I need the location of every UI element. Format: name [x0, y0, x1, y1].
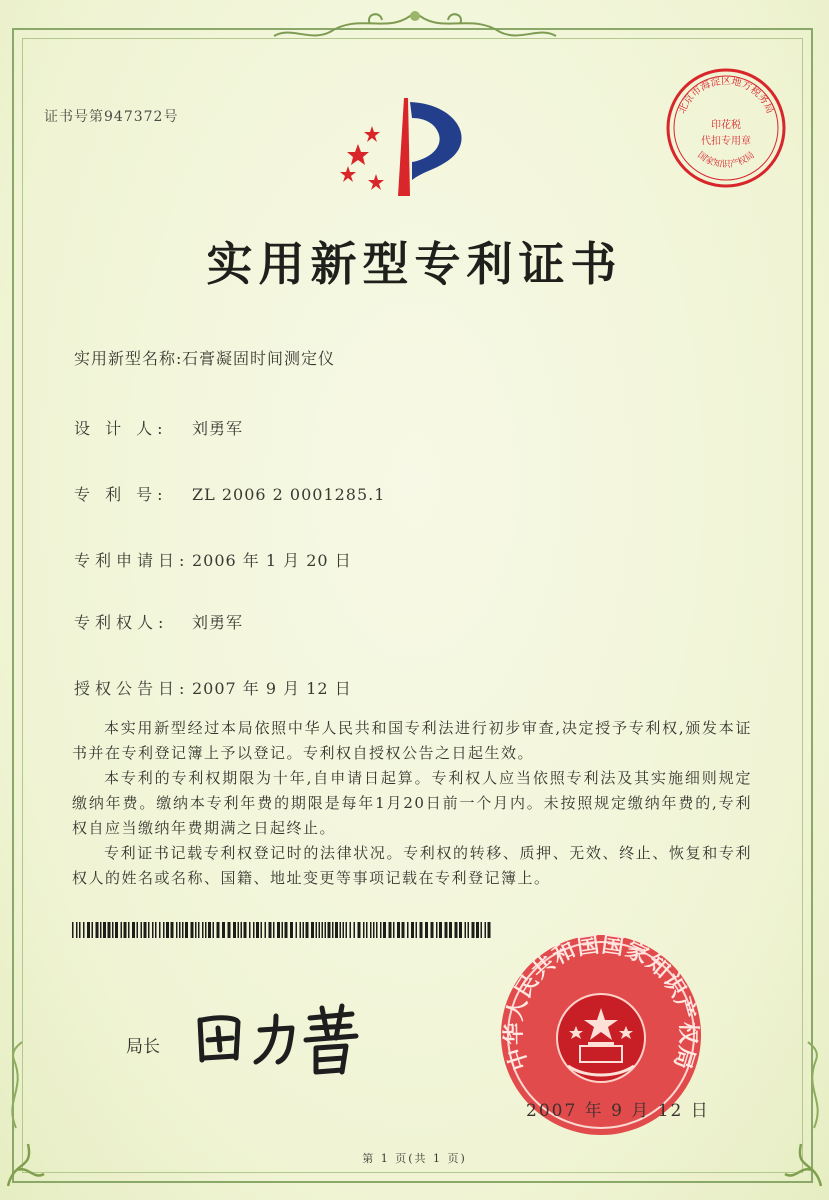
certificate-number: 证书号第947372号 [44, 109, 179, 125]
barcode-bar [296, 922, 298, 938]
barcode-bar [445, 922, 448, 938]
barcode-bar [253, 922, 255, 938]
barcode-bar [159, 922, 161, 938]
field-value: 石膏凝固时间测定仪 [182, 349, 336, 368]
barcode-bar [311, 922, 314, 938]
barcode-bar [455, 922, 458, 938]
barcode-bar [96, 922, 99, 938]
barcode-bar [112, 922, 114, 938]
barcode-bar [132, 922, 135, 938]
field-value: 2007 年 9 月 12 日 [192, 679, 352, 698]
barcode-bar [79, 922, 81, 938]
body-paragraph-3: 专利证书记载专利权登记时的法律状况。专利权的转移、质押、无效、终止、恢复和专利权人的姓名或名称、国籍、地址变更等事项记载在专利登记簿上。 [72, 844, 752, 887]
barcode-bar [244, 922, 247, 938]
barcode-bar [195, 922, 197, 938]
issue-date: 2007 年 9 月 12 日 [526, 1101, 710, 1121]
barcode-bar [87, 922, 90, 938]
barcode-bar [325, 922, 327, 938]
barcode-bar [128, 922, 130, 938]
barcode-bar [108, 922, 111, 938]
barcode-bar [152, 922, 154, 938]
barcode-bar [282, 922, 284, 938]
barcode-bar [425, 922, 428, 938]
barcode-bar [277, 922, 280, 938]
barcode-bar [481, 922, 483, 938]
barcode-bar [176, 922, 178, 938]
barcode-bar [319, 922, 321, 938]
barcode-bar [488, 922, 491, 938]
barcode-bar [389, 922, 392, 938]
page-number: 第 1 页(共 1 页) [362, 1152, 467, 1165]
field-patentee [74, 610, 243, 633]
barcode-bar [249, 922, 251, 938]
barcode-bar [363, 922, 365, 938]
barcode-bar [335, 922, 338, 938]
director-title: 局长 [126, 1037, 160, 1057]
barcode-bar [354, 922, 356, 938]
barcode-bar [115, 922, 118, 938]
field-application-date [74, 548, 352, 571]
barcode-bar [285, 922, 288, 938]
barcode-bar [459, 922, 462, 938]
barcode-bar [449, 922, 452, 938]
field-value: 刘勇军 [192, 613, 244, 632]
barcode-bar [121, 922, 123, 938]
barcode-bar [198, 922, 200, 938]
barcode-bar [83, 922, 85, 938]
top-ornament [270, 6, 560, 46]
barcode-bar [155, 922, 157, 938]
barcode-bar [373, 922, 375, 938]
field-label: 专利权人: [74, 613, 169, 632]
field-value: 2006 年 1 月 20 日 [192, 551, 352, 570]
national-emblem-icon [557, 994, 645, 1082]
barcode-bar [213, 922, 215, 938]
barcode-bar [238, 922, 240, 938]
barcode-bar [233, 922, 236, 938]
barcode-bar [191, 922, 194, 938]
vine-ornament-right [800, 1040, 828, 1130]
barcode-bar [306, 922, 309, 938]
certificate-body [72, 716, 752, 891]
body-paragraph-2: 本专利的专利权期限为十年,自申请日起算。专利权人应当依照专利法及其实施细则规定缴纳年费。缴纳本专利年费的期限是每年1月20日前一个月内。未按照规定缴纳年费的,专利权自应当缴纳年费期满之日起终止。 [72, 769, 752, 837]
barcode-bar [222, 922, 225, 938]
barcode-bar [92, 922, 94, 938]
barcode-bar [137, 922, 139, 938]
barcode-bar [393, 922, 395, 938]
field-label: 专 利 号: [74, 485, 168, 504]
barcode-bar [350, 922, 352, 938]
barcode-bar [340, 922, 342, 938]
barcode-bar [202, 922, 204, 938]
barcode-bar [431, 922, 434, 938]
barcode-bar [300, 922, 302, 938]
barcode-bar [185, 922, 188, 938]
barcode-bar [316, 922, 318, 938]
tax-stamp-inner-line1: 印花税 [711, 120, 741, 131]
barcode [72, 922, 492, 938]
seal-text: 中华人民共和国国家知识产权局 [500, 931, 702, 1074]
field-designer [74, 416, 243, 439]
barcode-bar [273, 922, 275, 938]
field-label: 专利申请日: [74, 551, 190, 570]
barcode-bar [476, 922, 479, 938]
barcode-bar [166, 922, 169, 938]
barcode-bar [163, 922, 165, 938]
barcode-bar [290, 922, 293, 938]
tax-stamp-seal [664, 66, 788, 190]
barcode-bar [402, 922, 405, 938]
barcode-bar [485, 922, 487, 938]
barcode-bar [465, 922, 467, 938]
barcode-bar [241, 922, 243, 938]
barcode-bar [328, 922, 331, 938]
barcode-bar [346, 922, 348, 938]
barcode-bar [383, 922, 386, 938]
barcode-bar [72, 922, 74, 938]
barcode-bar [265, 922, 267, 938]
barcode-bar [171, 922, 174, 938]
vine-ornament-left [2, 1040, 30, 1130]
barcode-bar [269, 922, 272, 938]
barcode-bar [366, 922, 368, 938]
director-signature [192, 998, 362, 1078]
barcode-bar [472, 922, 475, 938]
barcode-bar [124, 922, 127, 938]
patent-office-emblem-icon [338, 92, 488, 202]
barcode-bar [303, 922, 305, 938]
field-grant-announcement-date [74, 676, 352, 699]
barcode-bar [208, 922, 211, 938]
field-label: 实用新型名称: [74, 349, 183, 368]
barcode-bar [332, 922, 334, 938]
barcode-bar [436, 922, 438, 938]
barcode-bar [439, 922, 442, 938]
svg-text:国家知识产权局 [695, 150, 756, 171]
barcode-bar [376, 922, 378, 938]
tax-stamp-bottom-text: 国家知识产权局 [695, 150, 757, 171]
barcode-bar [103, 922, 106, 938]
barcode-bar [76, 922, 78, 938]
certificate-title: 实用新型专利证书 [206, 237, 623, 291]
barcode-bar [397, 922, 400, 938]
barcode-bar [100, 922, 102, 938]
barcode-bar [148, 922, 150, 938]
barcode-bar [416, 922, 418, 938]
body-paragraph-1: 本实用新型经过本局依照中华人民共和国专利法进行初步审查,决定授予专利权,颁发本证书并在专利登记簿上予以登记。专利权自授权公告之日起生效。 [72, 719, 752, 762]
barcode-bar [380, 922, 382, 938]
barcode-bar [256, 922, 259, 938]
barcode-bar [411, 922, 414, 938]
barcode-bar [179, 922, 181, 938]
field-label: 设 计 人: [74, 419, 168, 438]
field-patent-number [74, 482, 385, 505]
tax-stamp-outer-text: 北京市海淀区地方税务局 [676, 76, 776, 116]
field-label: 授权公告日: [74, 679, 190, 698]
barcode-bar [343, 922, 345, 938]
barcode-bar [261, 922, 263, 938]
barcode-bar [468, 922, 470, 938]
barcode-bar [182, 922, 184, 938]
barcode-bar [370, 922, 372, 938]
barcode-bar [420, 922, 423, 938]
barcode-bar [358, 922, 361, 938]
barcode-bar [322, 922, 324, 938]
field-utility-model-name [74, 346, 335, 369]
tax-stamp-inner-line2: 代扣专用章 [701, 136, 751, 147]
barcode-bar [141, 922, 143, 938]
barcode-bar [228, 922, 231, 938]
field-value: ZL 2006 2 0001285.1 [192, 485, 386, 504]
barcode-bar [217, 922, 220, 938]
barcode-bar [407, 922, 409, 938]
barcode-bar [205, 922, 207, 938]
field-value: 刘勇军 [192, 419, 244, 438]
barcode-bar [144, 922, 147, 938]
